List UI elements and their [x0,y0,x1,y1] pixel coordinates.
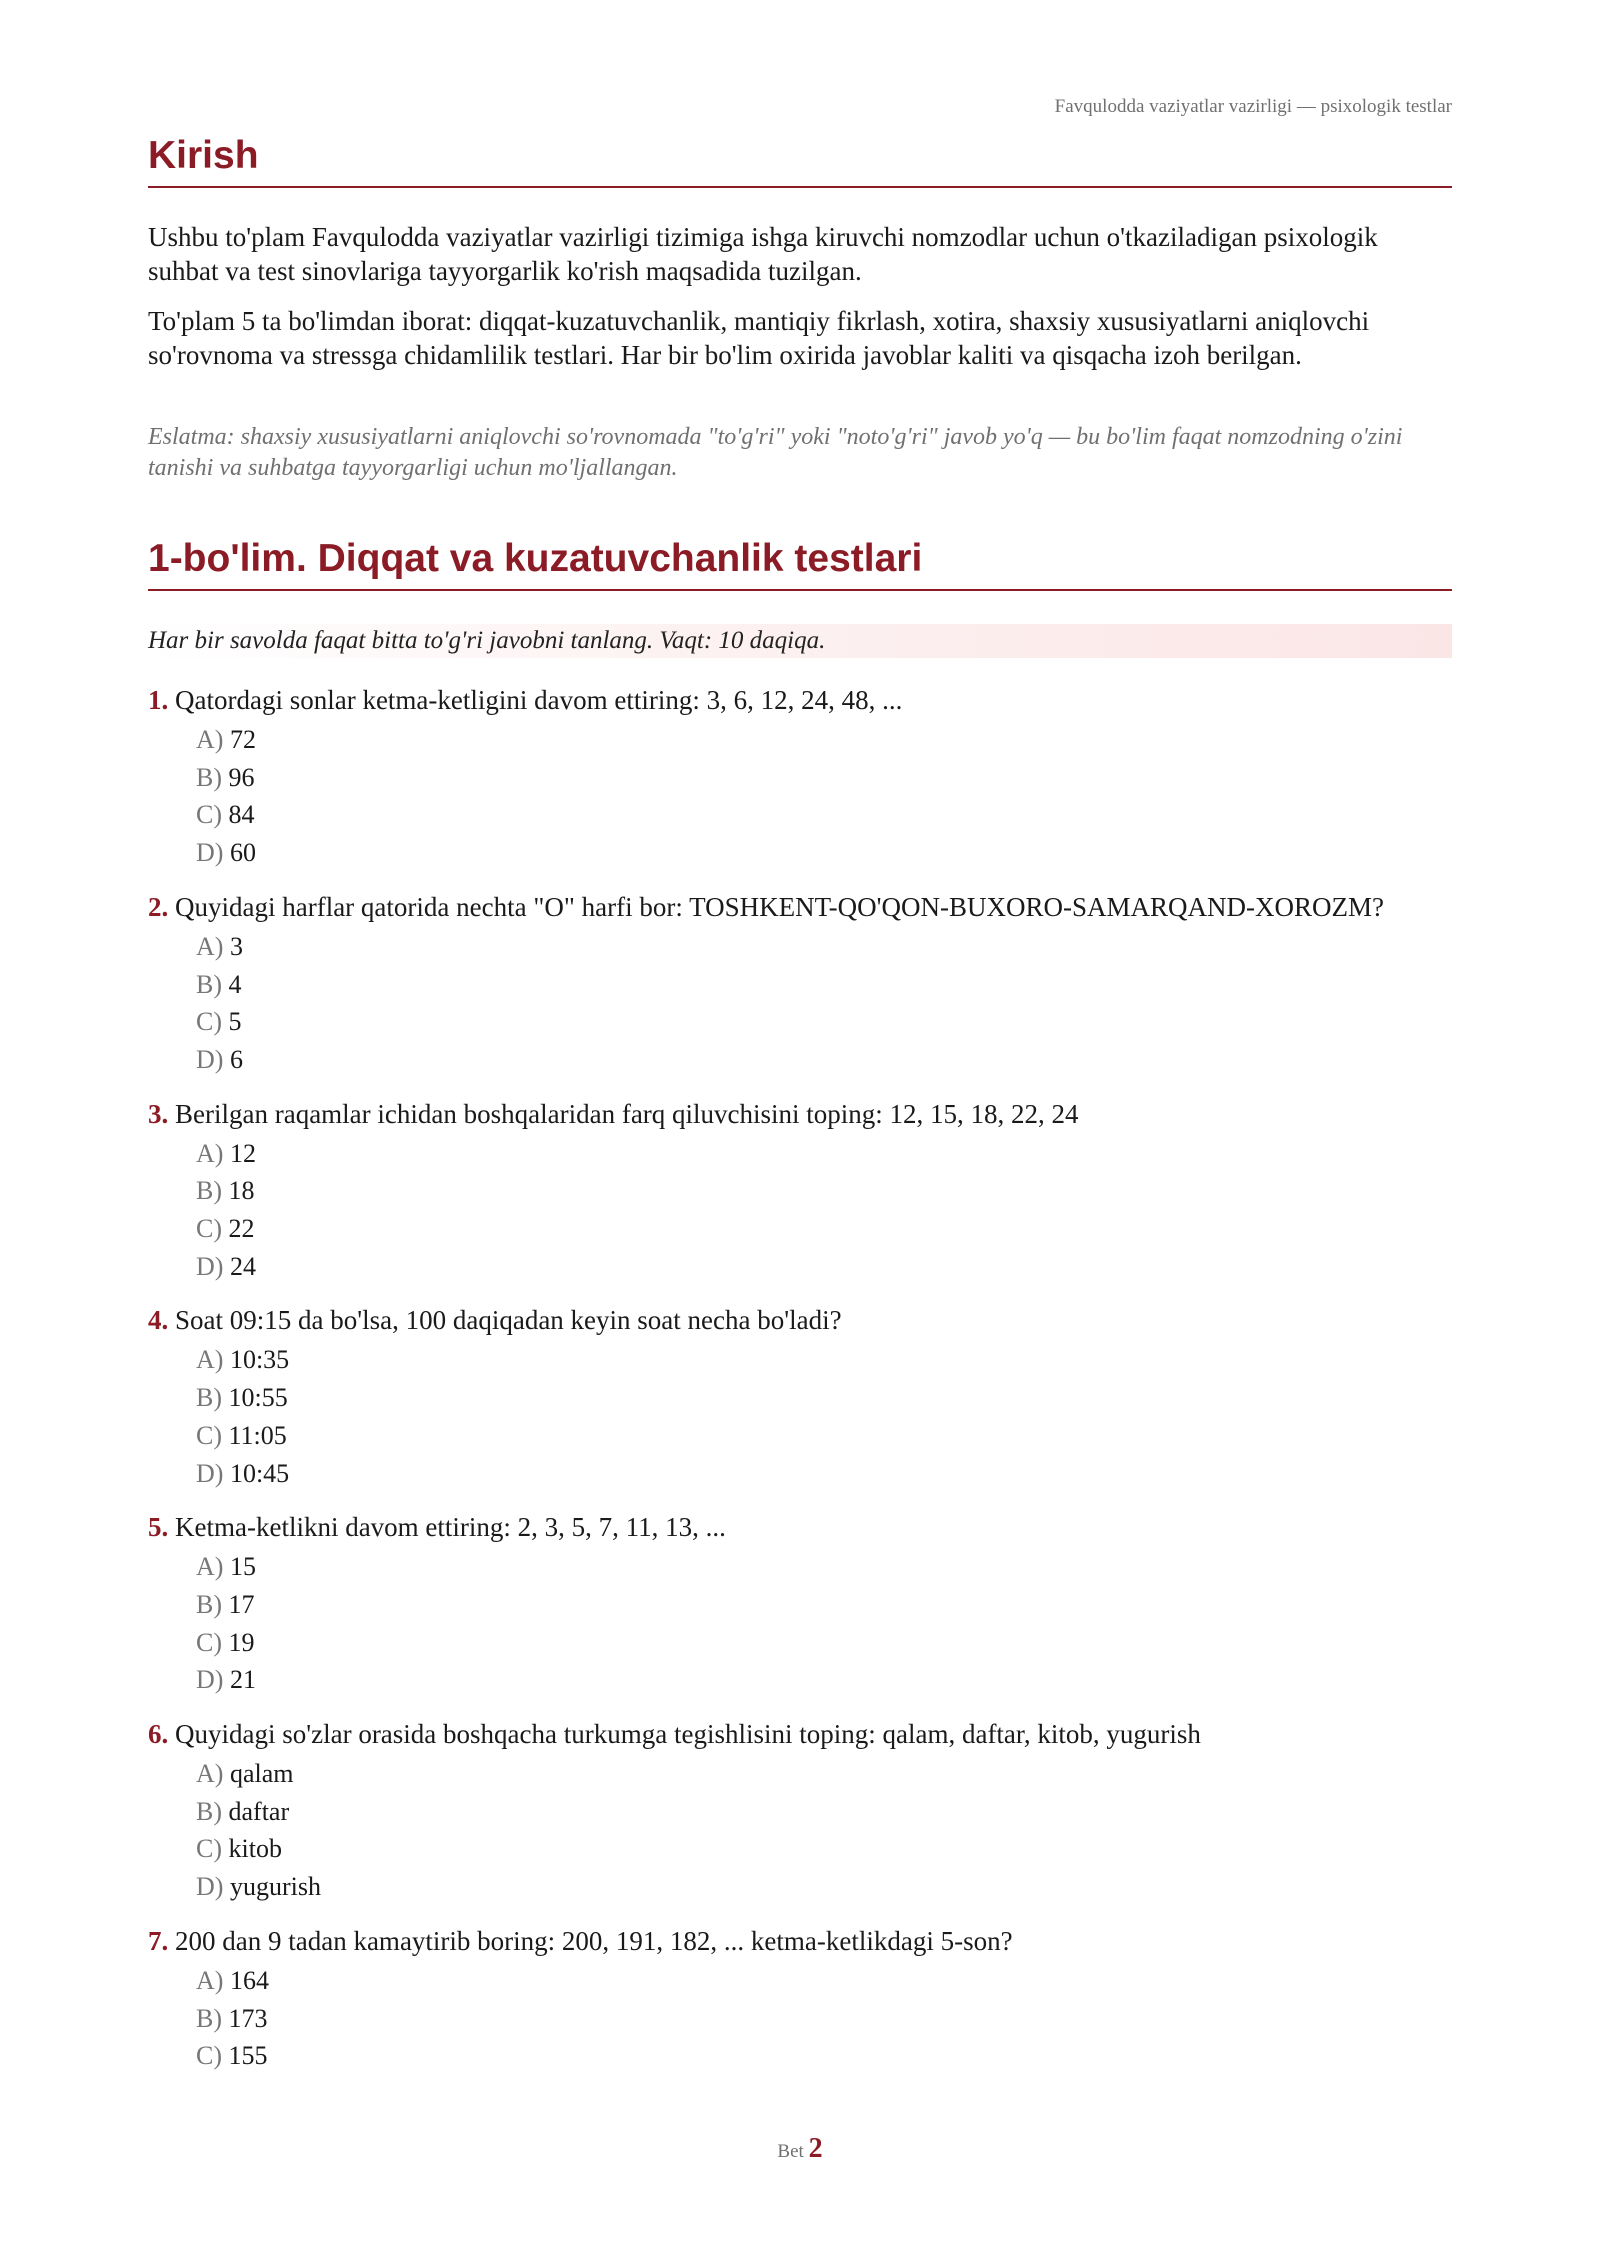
intro-paragraph-2: To'plam 5 ta bo'limdan iborat: diqqat-kuzatuvchanlik, mantiqiy fikrlash, xotira, shaxsiy xususiyatlarni aniqlovchi so'rovnoma va stressga chidamlilik testlari. Har bir bo'lim oxirida javoblar kaliti va qisqacha izoh berilgan. [148,306,1370,370]
question-body: Berilgan raqamlar ichidan boshqalaridan farq qiluvchisini toping: 12, 15, 18, 22, 24 [175,1098,1079,1129]
question-item [148,1510,1452,1699]
option-text: yugurish [229,1872,321,1902]
question-text [148,1717,1452,1751]
question-text [148,1303,1452,1337]
question-text [148,683,1452,717]
answer-option [196,1624,1452,1662]
option-letter: A) [196,1552,224,1582]
option-letter: D) [196,1044,224,1074]
option-letter: D) [196,838,224,868]
option-text: 17 [228,1589,255,1619]
question-body: 200 dan 9 tadan kamaytirib boring: 200, 191, 182, ... ketma-ketlikdagi 5-son? [175,1925,1013,1956]
answer-option [196,1548,1452,1586]
option-letter: B) [196,1796,222,1826]
question-text [148,1924,1452,1958]
intro-heading: Kirish [148,134,1452,188]
answer-option [196,1003,1452,1041]
option-text: 10:55 [228,1383,288,1413]
option-text: 19 [228,1627,255,1657]
option-letter: D) [196,1665,224,1695]
option-letter: D) [196,1872,224,1902]
option-letter: C) [196,1627,222,1657]
answer-option [196,1172,1452,1210]
question-item [148,1924,1452,2075]
option-letter: A) [196,725,224,754]
option-letter: A) [196,1759,224,1789]
question-text [148,890,1452,924]
question-number: 3. [148,1098,169,1129]
option-letter: C) [196,1007,222,1037]
question-item [148,890,1452,1079]
question-text [148,1510,1452,1544]
option-text: 24 [229,1251,256,1281]
option-text: 72 [229,725,256,754]
answer-option [196,1793,1452,1831]
answer-option [196,1868,1452,1906]
answer-option [196,1755,1452,1793]
option-letter: C) [196,2041,222,2071]
option-text: 173 [228,2003,268,2033]
option-text: 84 [228,800,255,830]
question-number: 5. [148,1512,169,1543]
option-text: 164 [229,1965,269,1995]
option-text: 15 [229,1552,256,1582]
option-text: 96 [228,762,255,792]
question-item [148,683,1452,872]
question-body: Quyidagi so'zlar orasida boshqacha turkumga tegishlisini toping: qalam, daftar, kitob, yugurish [175,1719,1201,1750]
option-text: 18 [228,1176,255,1206]
option-text: 3 [229,931,243,961]
answer-option [196,721,1452,759]
question-body: Quyidagi harflar qatorida nechta "O" harfi bor: TOSHKENT-QO'QON-BUXORO-SAMARQAND-XOROZM? [175,891,1384,922]
option-letter: C) [196,1420,222,1450]
running-header: Favqulodda vaziyatlar vazirligi — psixologik testlar [1054,96,1452,117]
option-text: daftar [228,1796,290,1826]
option-text: 21 [229,1665,256,1695]
question-list [148,683,1452,2093]
answer-option [196,966,1452,1004]
option-letter: B) [196,969,222,999]
question-number: 2. [148,891,169,922]
option-letter: B) [196,1383,222,1413]
option-letter: A) [196,1345,224,1375]
option-text: 5 [228,1007,242,1037]
option-letter: D) [196,1458,224,1488]
option-letter: B) [196,1589,222,1619]
option-text: 10:35 [229,1345,290,1375]
option-letter: D) [196,1251,224,1281]
answer-option [196,1248,1452,1286]
intro-paragraph-1: Ushbu to'plam Favqulodda vaziyatlar vazirligi tizimiga ishga kiruvchi nomzodlar uchun o'tkaziladigan psixologik suhbat va test sinovlariga tayyorgarlik ko'rish maqsadida tuzilgan. [148,222,1378,286]
option-text: 155 [228,2041,268,2071]
answer-option [196,1830,1452,1868]
question-number: 1. [148,685,169,715]
answer-option [196,1135,1452,1173]
question-text [148,1097,1452,1131]
answer-option [196,1661,1452,1699]
option-text: 4 [228,969,242,999]
option-letter: B) [196,1176,222,1206]
page-footer [148,2133,1452,2165]
option-text: 11:05 [228,1420,287,1450]
question-number: 6. [148,1719,169,1750]
answer-option [196,1417,1452,1455]
answer-option [196,1041,1452,1079]
option-letter: A) [196,1965,224,1995]
question-item [148,1303,1452,1492]
option-text: kitob [228,1834,282,1864]
answer-option [196,796,1452,834]
question-body: Ketma-ketlikni davom ettiring: 2, 3, 5, 7, 11, 13, ... [175,1512,726,1543]
question-item [148,1717,1452,1906]
option-letter: B) [196,2003,222,2033]
option-letter: A) [196,1138,224,1168]
answer-option [196,1962,1452,2000]
option-text: 22 [228,1214,255,1244]
option-letter: C) [196,800,222,830]
option-letter: A) [196,931,224,961]
section-1-instruction: Har bir savolda faqat bitta to'g'ri javobni tanlang. Vaqt: 10 daqiqa. [148,624,1452,658]
option-text: 6 [229,1044,243,1074]
answer-option [196,2037,1452,2075]
page-label: Bet [777,2141,804,2162]
question-body: Soat 09:15 da bo'lsa, 100 daqiqadan keyin soat necha bo'ladi? [175,1305,842,1336]
answer-option [196,1341,1452,1379]
answer-option [196,2000,1452,2038]
question-item [148,1097,1452,1286]
answer-option [196,1455,1452,1493]
answer-option [196,759,1452,797]
option-letter: C) [196,1834,222,1864]
option-text: 10:45 [229,1458,290,1488]
option-text: 60 [229,838,256,868]
answer-option [196,1586,1452,1624]
answer-option [196,834,1452,872]
option-letter: B) [196,762,222,792]
question-body: Qatordagi sonlar ketma-ketligini davom ettiring: 3, 6, 12, 24, 48, ... [175,685,903,715]
answer-option [196,928,1452,966]
section-1-heading: 1-bo'lim. Diqqat va kuzatuvchanlik testlari [148,537,1452,591]
option-letter: C) [196,1214,222,1244]
intro-note: Eslatma: shaxsiy xususiyatlarni aniqlovchi so'rovnomada "to'g'ri" yoki "noto'g'ri" javob yo'q — bu bo'lim faqat nomzodning o'zini tanishi va suhbatga tayyorgarligi uchun mo'ljallangan. [148,424,1403,481]
answer-option [196,1379,1452,1417]
option-text: 12 [229,1138,256,1168]
option-text: qalam [229,1759,294,1789]
page-number: 2 [808,2133,823,2164]
answer-option [196,1210,1452,1248]
question-number: 4. [148,1305,169,1336]
question-number: 7. [148,1925,169,1956]
